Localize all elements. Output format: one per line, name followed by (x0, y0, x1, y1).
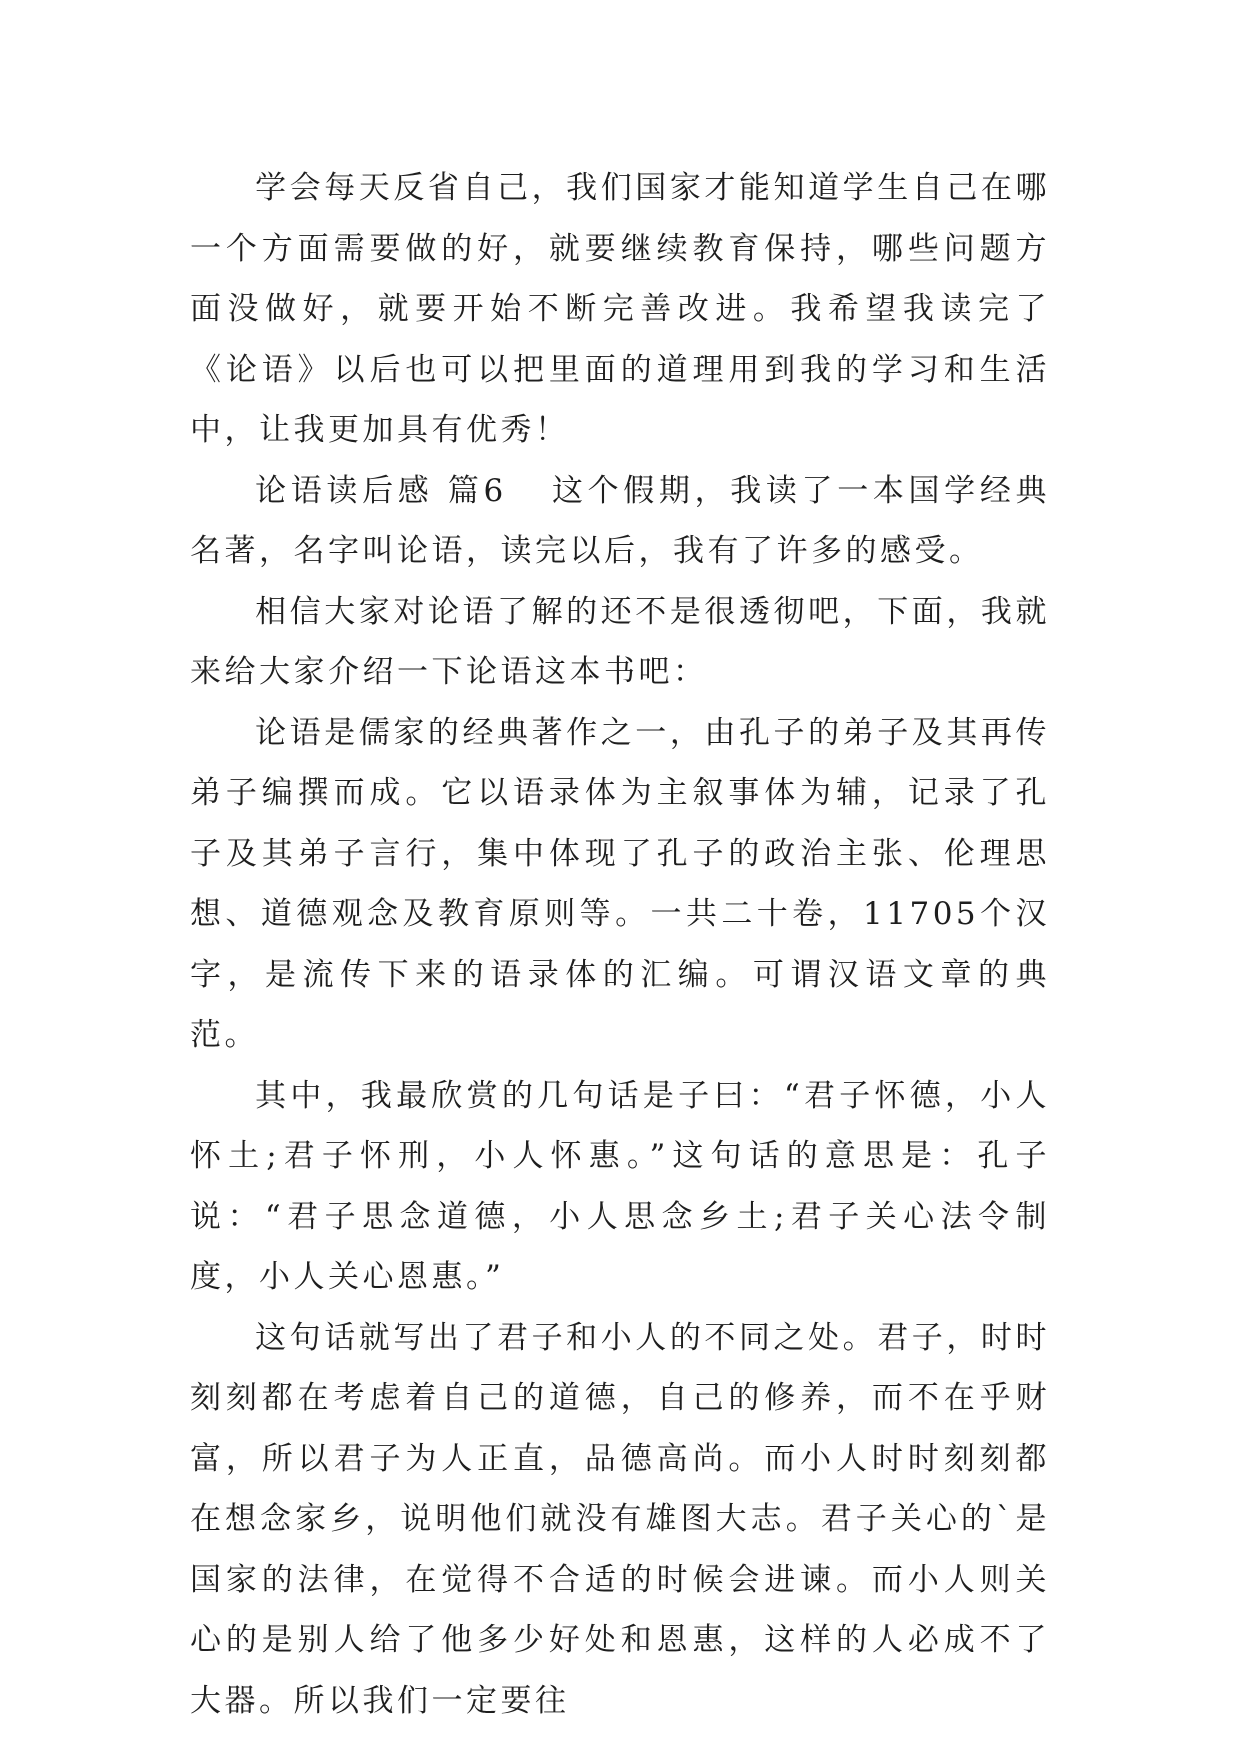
section-heading: 论语读后感 篇6 (255, 472, 507, 509)
paragraph-3: 相信大家对论语了解的还不是很透彻吧，下面，我就来给大家介绍一下论语这本书吧： (190, 593, 1050, 690)
paragraph-1: 学会每天反省自己，我们国家才能知道学生自己在哪一个方面需要做的好，就要继续教育保持，哪些问题方面没做好，就要开始不断完善改进。我希望我读完了《论语》以后也可以把里面的道理用到我的学习和生活中，让我更加具有优秀！ (190, 170, 1050, 448)
paragraph-2 (190, 461, 1050, 582)
paragraph-5: 其中，我最欣赏的几句话是子曰：“君子怀德，小人怀土;君子怀刑，小人怀惠。”这句话的意思是：孔子说：“君子思念道德，小人思念乡土;君子关心法令制度，小人关心恩惠。” (190, 1077, 1050, 1295)
paragraph-2-text: 这个假期，我读了一本国学经典名著，名字叫论语，读完以后，我有了许多的感受。 (190, 472, 1050, 569)
paragraph-6: 这句话就写出了君子和小人的不同之处。君子，时时刻刻都在考虑着自己的道德，自己的修养，而不在乎财富，所以君子为人正直，品德高尚。而小人时时刻刻都在想念家乡，说明他们就没有雄图大志。君子关心的`是国家的法律，在觉得不合适的时候会进谏。而小人则关心的是别人给了他多少好处和恩惠，这样的人必成不了大器。所以我们一定要往 (190, 1319, 1050, 1719)
paragraph-4: 论语是儒家的经典著作之一，由孔子的弟子及其再传弟子编撰而成。它以语录体为主叙事体为辅，记录了孔子及其弟子言行，集中体现了孔子的政治主张、伦理思想、道德观念及教育原则等。一共二十卷，11705个汉字，是流传下来的语录体的汇编。可谓汉语文章的典范。 (190, 714, 1050, 1053)
document-body (190, 158, 1050, 1731)
